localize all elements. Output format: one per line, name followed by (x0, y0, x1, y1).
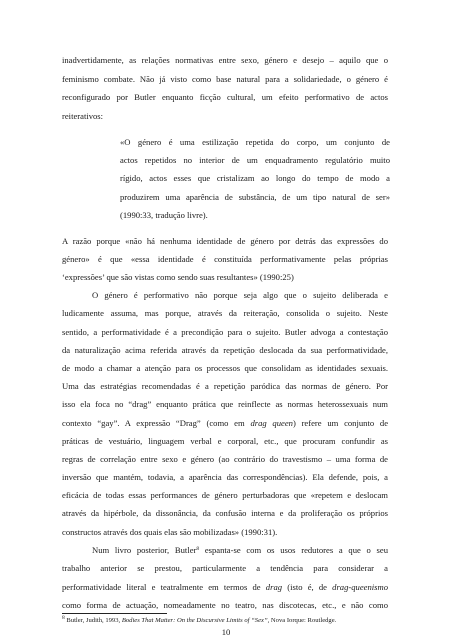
body-line: reconfigurado por Butler enquanto ficção cultural, um efeito performativo de actos (62, 92, 388, 102)
emphasis-drag-queenismo: drag-queenismo (332, 582, 388, 592)
body-text: Num livro posterior, Butler (92, 545, 197, 555)
footnote-reference[interactable]: 8 (196, 546, 200, 552)
body-line: género» é que «essa identidade é constituída performativamente pelas próprias (62, 254, 388, 264)
emphasis-drag-queen: drag queen (250, 418, 293, 428)
body-line: Uma das estratégias recomendadas é a repetição paródica das normas de género. Por (62, 381, 388, 391)
body-line: O género é performativo não porque seja algo que o sujeito deliberada e (92, 290, 388, 300)
body-line: constructos através dos quais elas são mobilizadas» (1990:31). (62, 527, 278, 537)
footnote-number: 8 (62, 615, 65, 621)
body-line: isso ela foca no “drag” enquanto prática que reinflecte as normas heterossexuais num (62, 399, 388, 409)
body-line: práticas de vestuário, linguagem verbal e corporal, etc., que procuram confundir as (62, 436, 388, 446)
body-text: performatividade literal e teatralmente em termos de (62, 582, 266, 592)
footnote-text: , Nova Iorque: Routledge. (267, 617, 337, 624)
body-line: reiterativos: (62, 111, 104, 121)
quote-line: produzirem uma aparência de substância, de um tipo natural de ser» (120, 192, 390, 202)
body-text: espanta-se com os usos redutores a que o seu (199, 545, 388, 555)
quote-line: (1990:33, tradução livre). (120, 210, 208, 220)
page-number: 10 (221, 627, 231, 637)
body-text: ) refere um conjunto de (292, 418, 389, 428)
body-line: regras de correlação entre sexo e género (ao contrário do travestismo – uma forma de (62, 454, 388, 464)
body-line: da naturalização acima referida através da repetição deslocada da sua performatividade, (62, 345, 388, 355)
quote-line: «O género é uma estilização repetida do corpo, um conjunto de (120, 137, 390, 147)
quote-line: rígido, actos esses que cristalizam ao longo do tempo de modo a (120, 173, 390, 183)
body-line (62, 582, 388, 593)
body-line: de modo a chamar a atenção para os processos que consolidam as identidades sexuais. (62, 363, 388, 373)
body-line: inversão que mantém, todavia, a aparência das correspondências). Ela defende, pois, a (62, 472, 388, 482)
body-line (92, 545, 388, 556)
body-line: sentido, a performatividade é a precondição para o sujeito. Butler advoga a contestação (62, 327, 388, 337)
quote-line: actos repetidos no interior de um enquadramento regulatório muito (120, 155, 390, 165)
body-text: (isto é, de (282, 582, 333, 592)
body-line: através da hipérbole, da dissonância, da confusão interna e da proliferação os próprios (62, 508, 388, 518)
body-line (62, 418, 388, 429)
footnote-title: Bodies That Matter: On the Discursive Limits of “Sex” (121, 617, 268, 624)
footnote-text: Butler, Judith, 1993, (64, 617, 122, 624)
body-line: eficácia de todas essas performances de género perturbadoras que «repetem e deslocam (62, 490, 388, 500)
emphasis-drag: drag (265, 582, 283, 592)
body-line: ludicamente assuma, mas porque, através da reiteração, consolida o sujeito. Neste (62, 308, 388, 318)
body-text: contexto “gay”. A expressão “Drag” (como em (62, 418, 251, 428)
body-line: A razão porque «não há nenhuma identidade de género por detrás das expressões do (62, 236, 388, 246)
body-line: feminismo combate. Não já visto como base natural para a solidariedade, o género é (62, 74, 388, 84)
body-line: como forma de actuação, nomeadamente no teatro, nas discotecas, etc., e não como (62, 600, 388, 610)
footnote (62, 616, 336, 625)
body-line: inadvertidamente, as relações normativas entre sexo, género e desejo – aquilo que o (62, 55, 388, 65)
body-line: trabalho anterior se prestou, particularmente a tendência para considerar a (62, 563, 388, 573)
body-line: ‘expressões’ que são vistas como sendo suas resultantes» (1990:25) (62, 272, 294, 282)
footnote-divider (62, 613, 167, 614)
